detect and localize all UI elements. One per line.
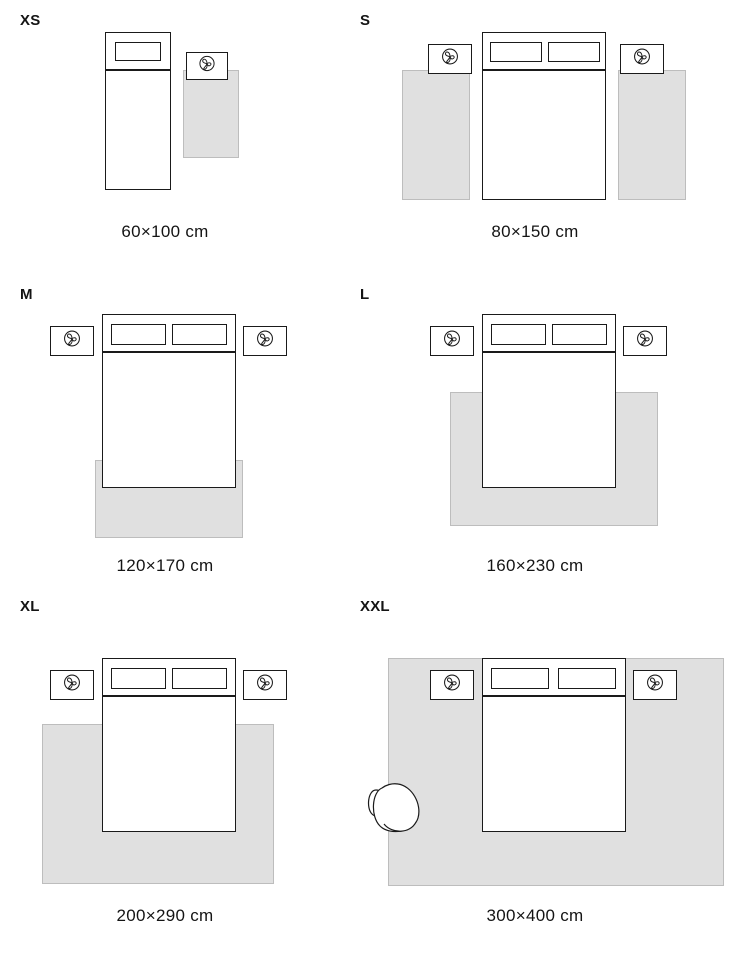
dimension-s: 80×150 cm — [491, 222, 579, 241]
size-code-xs: XS — [20, 12, 41, 29]
nightstand-s — [428, 44, 472, 74]
bed-xs — [105, 70, 171, 190]
nightstand-m — [50, 326, 94, 356]
size-code-s: S — [360, 12, 371, 29]
bed-m — [102, 352, 236, 488]
nightstand-l — [623, 326, 667, 356]
rug-s — [618, 70, 686, 200]
nightstand-s — [620, 44, 664, 74]
lamp-icon — [632, 46, 653, 72]
size-cell-s — [330, 0, 740, 268]
lamp-icon — [255, 328, 276, 354]
lamp-icon — [442, 672, 463, 698]
size-code-m: M — [20, 286, 33, 303]
nightstand-l — [430, 326, 474, 356]
lamp-icon — [440, 46, 461, 72]
bed-s — [482, 70, 606, 200]
lamp-icon — [197, 54, 217, 79]
lamp-icon — [645, 672, 666, 698]
size-cell-l — [330, 272, 740, 580]
pillow-xs — [115, 42, 161, 61]
size-code-l: L — [360, 286, 370, 303]
size-cell-xs — [0, 0, 330, 268]
nightstand-xl — [243, 670, 287, 700]
nightstand-xl — [50, 670, 94, 700]
size-cell-xl — [0, 584, 330, 960]
nightstand-xxl — [430, 670, 474, 700]
nightstand-xxl — [633, 670, 677, 700]
bed-xxl — [482, 696, 626, 832]
layout-xxl — [330, 644, 740, 894]
lamp-icon — [255, 672, 276, 698]
layout-l — [330, 300, 740, 532]
size-cell-xxl — [330, 584, 740, 960]
pillow-xl — [172, 668, 227, 689]
layout-m — [0, 300, 330, 532]
size-code-xxl: XXL — [360, 598, 390, 615]
pillow-s — [490, 42, 542, 62]
pillow-m — [172, 324, 227, 345]
pillow-s — [548, 42, 600, 62]
pillow-l — [491, 324, 546, 345]
pillow-xxl — [558, 668, 616, 689]
lamp-icon — [62, 672, 83, 698]
dimension-m: 120×170 cm — [116, 556, 214, 575]
pillow-xxl — [491, 668, 549, 689]
dimension-xl: 200×290 cm — [116, 906, 214, 925]
dimension-l: 160×230 cm — [486, 556, 584, 575]
layout-s — [330, 22, 740, 202]
lamp-icon — [635, 328, 656, 354]
dimension-xxl: 300×400 cm — [486, 906, 584, 925]
layout-xs — [0, 22, 330, 202]
lamp-icon — [442, 328, 463, 354]
bed-xl — [102, 696, 236, 832]
dimension-xs: 60×100 cm — [121, 222, 209, 241]
bed-l — [482, 352, 616, 488]
rug-xs — [183, 70, 239, 158]
lamp-icon — [62, 328, 83, 354]
layout-xl — [0, 644, 330, 894]
pillow-l — [552, 324, 607, 345]
size-code-xl: XL — [20, 598, 40, 615]
pillow-m — [111, 324, 166, 345]
size-cell-m — [0, 272, 330, 580]
rug-s — [402, 70, 470, 200]
armchair-icon — [362, 764, 442, 844]
nightstand-m — [243, 326, 287, 356]
pillow-xl — [111, 668, 166, 689]
nightstand-xs — [186, 52, 228, 80]
